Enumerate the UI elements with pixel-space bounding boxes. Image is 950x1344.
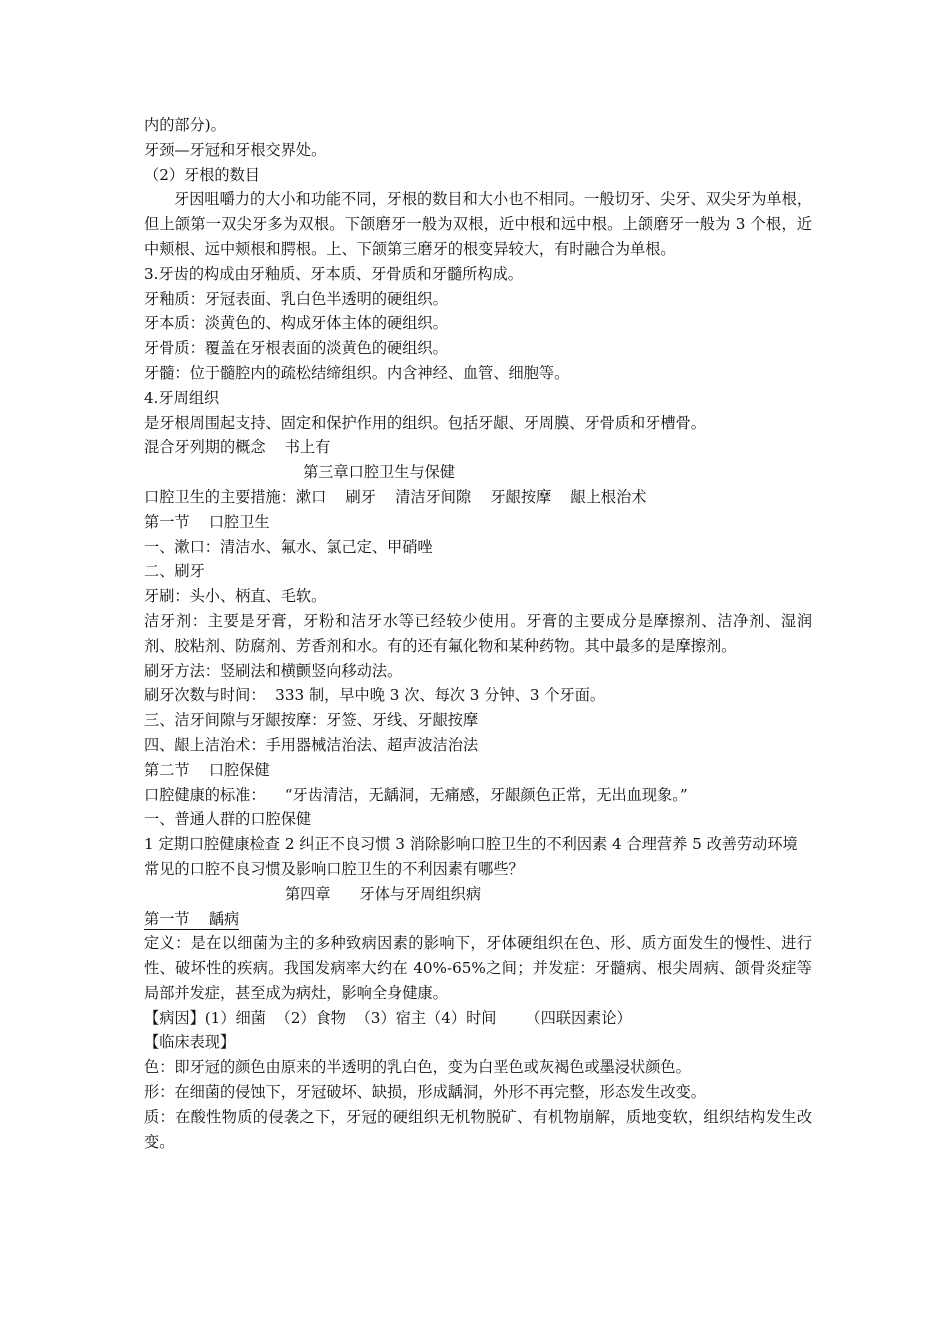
text-line: 常见的口腔不良习惯及影响口腔卫生的不利因素有哪些？	[144, 859, 524, 878]
subsection-heading: 一、普通人群的口腔保健	[144, 810, 312, 829]
subsection-heading: （2）牙根的数目	[144, 165, 260, 184]
text-line: 牙骨质：覆盖在牙根表面的淡黄色的硬组织。	[144, 339, 448, 358]
subsection-heading: 三、洁牙间隙与牙龈按摩：牙签、牙线、牙龈按摩	[144, 711, 479, 730]
text-line: 牙釉质：牙冠表面、乳白色半透明的硬组织。	[144, 289, 448, 308]
paragraph: 质：在酸性物质的侵袭之下，牙冠的硬组织无机物脱矿、有机物崩解，质地变软，组织结构发生改变。	[144, 1107, 812, 1151]
underlined-heading-text: 第一节 龋病	[144, 909, 240, 928]
text-line: 刷牙次数与时间： 333 制，早中晚 3 次、每次 3 分钟、3 个牙面。	[144, 686, 606, 705]
section-heading-underlined	[144, 907, 812, 932]
paragraph: 定义：是在以细菌为主的多种致病因素的影响下，牙体硬组织在色、形、质方面发生的慢性、进行性、破坏性的疾病。我国发病率大约在 40%-65%之间；并发症：牙髓病、根尖周病、颌骨炎症等局部并发症，甚至成为病灶，影响全身健康。	[144, 934, 812, 1002]
text-line: 口腔卫生的主要措施：漱口 刷牙 清洁牙间隙 牙龈按摩 龈上根治术	[144, 487, 647, 506]
text-line: 【病因】(1）细菌 （2）食物 （3）宿主（4）时间 （四联因素论）	[144, 1008, 632, 1027]
text-line: 形：在细菌的侵蚀下，牙冠破坏、缺损，形成龋洞，外形不再完整，形态发生改变。	[144, 1083, 706, 1102]
chapter-title: 第四章 牙体与牙周组织病	[284, 884, 482, 903]
text-line: 口腔健康的标准： “牙齿清洁，无龋洞，无痛感，牙龈颜色正常，无出血现象。”	[144, 785, 688, 804]
text-line: 牙本质：淡黄色的、构成牙体主体的硬组织。	[144, 314, 448, 333]
text-line: 一、漱口：清洁水、氟水、氯己定、甲硝唑	[144, 537, 433, 556]
paragraph: 1 定期口腔健康检查 2 纠正不良习惯 3 消除影响口腔卫生的不利因素 4 合理营养 5 改善劳动环境	[144, 835, 798, 854]
paragraph: 洁牙剂：主要是牙膏，牙粉和洁牙水等已经较少使用。牙膏的主要成分是摩擦剂、洁净剂、湿润剂、胶粘剂、防腐剂、芳香剂和水。有的还有氟化物和某种药物。其中最多的是摩擦剂。	[144, 611, 812, 655]
section-heading: 4.牙周组织	[144, 388, 220, 407]
text-line: 内的部分)。	[144, 116, 226, 134]
subsection-heading: 四、龈上洁治术：手用器械洁治法、超声波洁治法	[144, 735, 479, 754]
subsection-heading: 二、刷牙	[144, 562, 205, 581]
document-body	[144, 113, 812, 1154]
text-line: 牙髓：位于髓腔内的疏松结缔组织。内含神经、血管、细胞等。	[144, 363, 570, 382]
section-heading: 第二节 口腔保健	[144, 760, 270, 779]
text-line: 色：即牙冠的颜色由原来的半透明的乳白色，变为白垩色或灰褐色或墨浸状颜色。	[144, 1058, 691, 1077]
text-line: 刷牙方法：竖刷法和横颤竖向移动法。	[144, 661, 403, 680]
chapter-title: 第三章口腔卫生与保健	[303, 463, 455, 482]
section-heading: 第一节 口腔卫生	[144, 512, 270, 531]
text-line: 牙颈—牙冠和牙根交界处。	[144, 140, 327, 159]
text-line: 是牙根周围起支持、固定和保护作用的组织。包括牙龈、牙周膜、牙骨质和牙槽骨。	[144, 413, 706, 432]
paragraph: 牙因咀嚼力的大小和功能不同，牙根的数目和大小也不相同。一般切牙、尖牙、双尖牙为单根，但上颌第一双尖牙多为双根。下颌磨牙一般为双根，近中根和远中根。上颌磨牙一般为 3 个根，近中颊根、远中颊根和腭根。上、下颌第三磨牙的根变异较大，有时融合为单根。	[144, 190, 812, 258]
text-line: 牙刷：头小、柄直、毛软。	[144, 587, 327, 606]
bracket-heading: 【临床表现】	[144, 1033, 236, 1052]
section-heading: 3.牙齿的构成由牙釉质、牙本质、牙骨质和牙髓所构成。	[144, 264, 523, 283]
text-line: 混合牙列期的概念 书上有	[144, 438, 331, 457]
